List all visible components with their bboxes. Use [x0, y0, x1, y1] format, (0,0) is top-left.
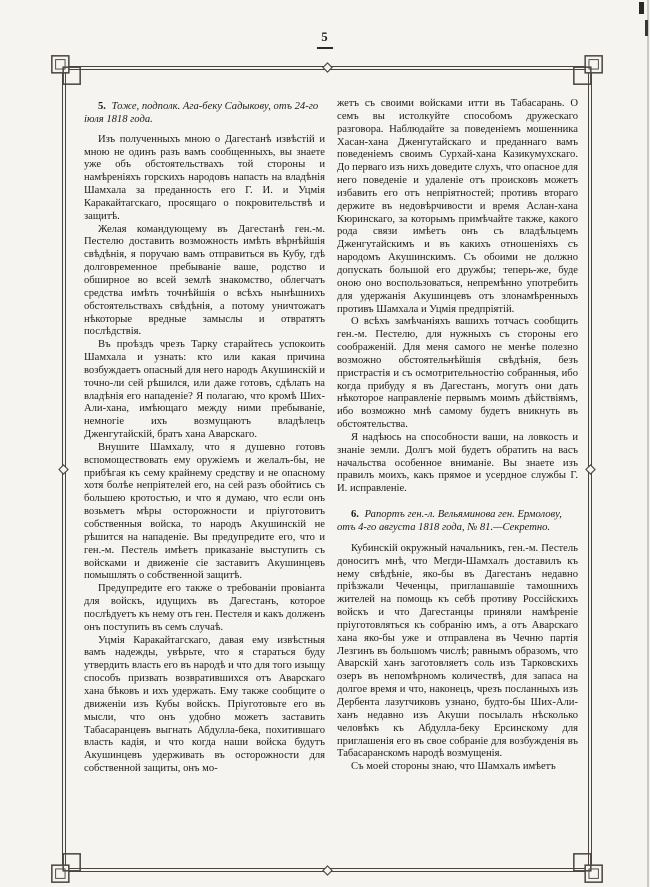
entry-heading — [337, 509, 578, 535]
entry-number: 6. — [351, 509, 359, 521]
entry-title: Рапортъ ген.-л. Вельяминова ген. Ермолову, отъ 4-го августа 1818 года, № 81.—Секретно. — [337, 509, 562, 533]
paragraph: Уцмія Каракайтагскаго, давая ему извѣстныя вамъ надежды, увѣрьте, что я стараться буду утвердить власть его въ народѣ и что для того изыщу способъ призвать возвратившихся отъ Аварскаго хана бѣковъ и ихъ удержать. Ему также сообщите о движеніи изъ Кубы войскъ. Пріуготовьте его въ мысли, что онъ удобно можетъ заставить Табасаранцевъ выгнать Абдулла-бека, похитившаго власть кадія, и что когда наши войска будутъ Акушинцевъ удерживать въ осторожности для собственной защиты, онъ мо- — [84, 634, 325, 775]
paragraph: Я надѣюсь на способности ваши, на ловкость и знаніе земли. Долгъ мой будетъ обратить на васъ начальства особенное вниманіе. Вы знаете изъ правилъ моихъ, какъ прямое и усердное службы Г. И. исправленіе. — [337, 431, 578, 495]
side-ornament-icon — [322, 62, 333, 73]
scan-artifact — [639, 2, 644, 14]
page-number-rule — [317, 47, 333, 49]
entry-title: Тоже, подполк. Ага-беку Садыкову, отъ 24-го іюля 1818 года. — [84, 101, 319, 125]
paragraph: Внушите Шамхалу, что я душевно готовъ вспомоществовать ему оружіемъ и желалъ-бы, не прибѣгая къ сему крайнему средству и не опасному хотя болѣе непріятелей его, на сей разъ обойтись съ большею кротостью, и что я думаю, что если онъ возьметъ мѣры осторожности и пріуготовитъ собственныя войска, то народъ Акушинскій не рѣшится на нападеніе. Вы предупредите его, что и ген.-м. Пестель имѣетъ приказаніе выступить съ войсками и движеніе сіе заставитъ Акушинцевъ помышлять о собственной защитѣ. — [84, 441, 325, 582]
paragraph: Въ проѣздъ чрезъ Тарку старайтесь успокоить Шамхала и узнать: кто или какая причина возбуждаетъ опасный для него народъ Акушинскій и точно-ли сей рѣшился, или даже готовъ, сдѣлать на владѣнія его нападеніе? Я полагаю, что кромѣ Ших-Али-хана, имѣющаго между ними пребываніе, немногіе ихъ возмущаютъ владѣлецъ Дженгутайскій, братъ хана Аварскаго. — [84, 339, 325, 441]
corner-knot-icon — [49, 851, 83, 885]
side-ornament-icon — [585, 464, 596, 475]
document-body — [84, 98, 578, 846]
paragraph: О всѣхъ замѣчаніяхъ вашихъ тотчасъ сообщить ген.-м. Пестелю, для нужныхъ съ стороны его соображеній. Для меня самого не менѣе полезно возможно обстоятельнѣйшія свѣдѣнія, безъ пристрастія и съ осмотрительностію собранныя, ибо когда прибуду я въ Дагестанъ, могутъ они дать нѣкоторое направленіе первымъ моимъ дѣйствіямъ, ибо возможно мнѣ самому будетъ вникнуть въ обстоятельства. — [337, 316, 578, 431]
paragraph: Изъ полученныхъ мною о Дагестанѣ извѣстій и мною не одинъ разъ вамъ сообщенныхъ, вы знаете уже объ обстоятельствахъ той стороны и намѣреніяхъ горскихъ народовъ напасть на владѣнія Шамхала за преданность его Г. И. и Уцмія Каракайтагскаго, просящаго о покровительствѣ и защитѣ. — [84, 133, 325, 222]
entry-number: 5. — [98, 101, 106, 112]
page-number: 5 — [321, 30, 329, 44]
corner-knot-icon — [571, 851, 605, 885]
paragraph: Желая командующему въ Дагестанѣ ген.-м. Пестелю доставить возможность имѣть вѣрнѣйшія свѣдѣнія, я поручаю вамъ отправиться въ Кубу, гдѣ долговременное пребываніе ваше, родство и обширное во всей землѣ знакомство, облегчатъ средства имѣть точнѣйшія о всѣхъ нынѣшнихъ обстоятельствахъ свѣдѣнія, а потому уничтожатъ нѣкоторые вредные замыслы и отвратятъ послѣдствія. — [84, 223, 325, 338]
paragraph: Кубинскій окружный начальникъ, ген.-м. Пестель доноситъ мнѣ, что Мегди-Шамхалъ доставилъ къ нему свѣдѣніе, яко-бы въ Дагестанъ недавно пріѣзжали Чеченцы, приглашавшіе тамошнихъ жителей на помощь къ себѣ противу Россійскихъ войскъ и что Дагестанцы приняли намѣреніе пріуготовляться къ собранію имъ, а отъ Аварскаго хана яко-бы уже и отправлена въ Чечню партія Лезгинъ въ большомъ числѣ; равнымъ образомъ, что Аварскій ханъ заготовляетъ соль изъ Тарковскихъ озеръ въ непомѣрномъ количествѣ, для запаса на долгое время и что, наконецъ, чрезъ посланныхъ изъ Дербента лазутчиковъ узнано, будто-бы Ших-Али-ханъ недавно изъ Акуши посылалъ нѣсколько человѣкъ къ Абдулла-беку Ерсинскому для приглашенія его въ свое собраніе для возбужденія въ Табасаранскомъ народѣ возмущенія. — [337, 542, 578, 760]
corner-knot-icon — [49, 53, 83, 87]
scan-edge-shadow — [647, 0, 649, 887]
page-header — [0, 30, 650, 49]
text-column-right — [337, 98, 578, 846]
side-ornament-icon — [58, 464, 69, 475]
paragraph: жетъ съ своими войсками итти въ Табасарань. О семъ вы истолкуйте способомъ дружескаго разговора. Наблюдайте за поведеніемъ мошенника Хасан-хана Дженгутайскаго и преданнаго вамъ поведеніемъ своимъ Сурхай-хана Казикумухскаго. До перваго изъ нихъ доведите слухъ, что опасное для него поведеніе и удаленіе отъ происковъ можетъ избавить его отъ непріятностей; противъ втораго держите въ недовѣрчивости и время Аслан-хана Кюринскаго, за которымъ примѣчайте также, какого рода связи имѣетъ онъ съ владѣльцемъ Дженгутайскимъ и въ какихъ отношеніяхъ съ народомъ Акушинскимъ. Съ обоими не должно допускать большой его дружбы; теперь-же, буде оною оно воспользоваться, непремѣнно употребить для удержанія Акушинцевъ отъ злонамѣренныхъ противъ Шамхала и Уцмія предпріятій. — [337, 98, 578, 315]
text-column-left — [84, 98, 325, 846]
side-ornament-icon — [322, 865, 333, 876]
paragraph: Съ моей стороны знаю, что Шамхалъ имѣетъ — [351, 761, 556, 773]
paragraph: Предупредите его также о требованіи провіанта для войскъ, идущихъ въ Дагестанъ, которое послѣдуетъ къ нему отъ ген. Пестеля и какъ долженъ онъ поступить въ семъ случаѣ. — [84, 583, 325, 633]
corner-knot-icon — [571, 53, 605, 87]
entry-heading — [84, 101, 325, 127]
